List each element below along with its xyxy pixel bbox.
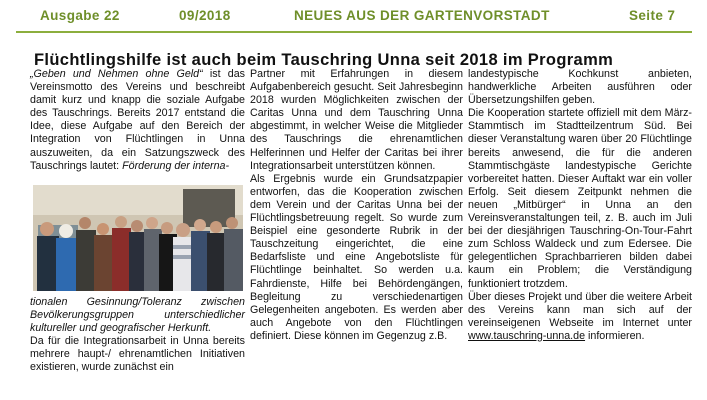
paragraph-kickoff: Die Kooperation startete offiziell mit dem März-Stammtisch im Stadtteilzentrum Süd. Bei dieser Veranstaltung waren über 20 Flüchtlinge bereits anwesend, die für die anderen Stammtischgäste landestypische Gerichte vorbereitet hatten. Dieser Auftakt war ein voller Erfolg. Seit diesem Zeitpunkt nehmen die neuen „Mitbürger“ in Unna an den Vereinsveranstaltungen teil, z. B. auch im Juli bei der diesjährigen Tauschring-On-Tour-Fahrt zum Schloss Waldeck und zum Edersee. Die gelegentlichen Sprachbarrieren bilden dabei kaum ein Problem; die Verständigung funktioniert trotzdem. <box>468 107 692 290</box>
paragraph-result: Als Ergebnis wurde ein Grundsatzpapier entworfen, das die Kooperation zwischen dem Verein und der Caritas Unna bei der Flüchtlingsbetreuung regelt. So wurde zum Beispiel eine gesonderte Rubrik in der Tauschzeitung eingerichtet, die eine Bedarfsliste und eine Angebotsliste für Flüchtlinge beinhaltet. So werden u.a. Fahrdienste, Hilfe bei Behördengängen, Begleitung zu verschiedenartigen Gelegenheiten angeboten. Es werden aber auch Angebote von den Flüchtlingen definiert. Diese können im Gegenzug z.B. <box>250 172 463 342</box>
paragraph-website <box>468 291 692 343</box>
paragraph-intro <box>30 68 245 173</box>
intro-text: ist das Vereinsmotto des Vereins und beschreibt damit kurz und knapp die soziale Aufgabe des Tauschrings. Bereits 2017 entstand die Idee, diese Aufgabe auf den Bereich der Integration von Flüchtlingen in Unna auszuweiten, da ein Satzungszweck des Tauschrings lautet: <box>30 68 246 172</box>
statute-quote-end: tionalen Gesinnung/Toleranz zwischen Bevölkerungsgruppen unterschiedlicher kultureller und geografischer Herkunft. <box>30 296 245 335</box>
paragraph-partner-search: Da für die Integrationsarbeit in Unna bereits mehrere haupt-/ ehrenamtlichen Initiativen existieren, wurde zunächst ein <box>30 335 245 374</box>
article-column-2 <box>250 68 463 343</box>
group-photo-image <box>33 185 243 291</box>
issue-date: 09/2018 <box>179 8 231 23</box>
paragraph-partner: Partner mit Erfahrungen in diesem Aufgabenbereich gesucht. Seit Jahresbeginn 2018 wurden Möglichkeiten zwischen der Caritas Unna und dem Tauschring Unna abgestimmt, in welcher Weise die Mitglieder des Tauschrings die ehrenamtlichen Helferinnen und Helfer der Caritas bei ihrer Integrationsarbeit unterstützen können. <box>250 68 463 172</box>
article-headline: Flüchtlingshilfe ist auch beim Tauschring Unna seit 2018 im Programm <box>34 51 614 69</box>
group-photo <box>33 185 243 291</box>
article-column-1 <box>30 68 245 173</box>
newsletter-title: NEUES AUS DER GARTENVORSTADT <box>294 8 550 23</box>
statute-quote-start: Förderung der interna- <box>122 159 230 172</box>
website-link[interactable]: www.tauschring-unna.de <box>468 329 586 342</box>
article-column-3 <box>468 68 692 343</box>
page-number: Seite 7 <box>629 8 676 23</box>
website-outro: informieren. <box>585 329 645 342</box>
page-header <box>16 8 692 28</box>
motto-quote: „Geben und Nehmen ohne Geld“ <box>30 68 203 80</box>
paragraph-offers: landestypische Kochkunst anbieten, handwerkliche Arbeiten ausführen oder Übersetzungshilfen geben. <box>468 68 692 107</box>
issue-number: Ausgabe 22 <box>40 8 120 23</box>
article-column-1-continued <box>30 296 245 375</box>
website-intro: Über dieses Projekt und über die weitere Arbeit des Vereins kann man sich auf der vereinseigenen Webseite im Internet unter <box>468 290 692 329</box>
header-divider <box>16 31 692 33</box>
